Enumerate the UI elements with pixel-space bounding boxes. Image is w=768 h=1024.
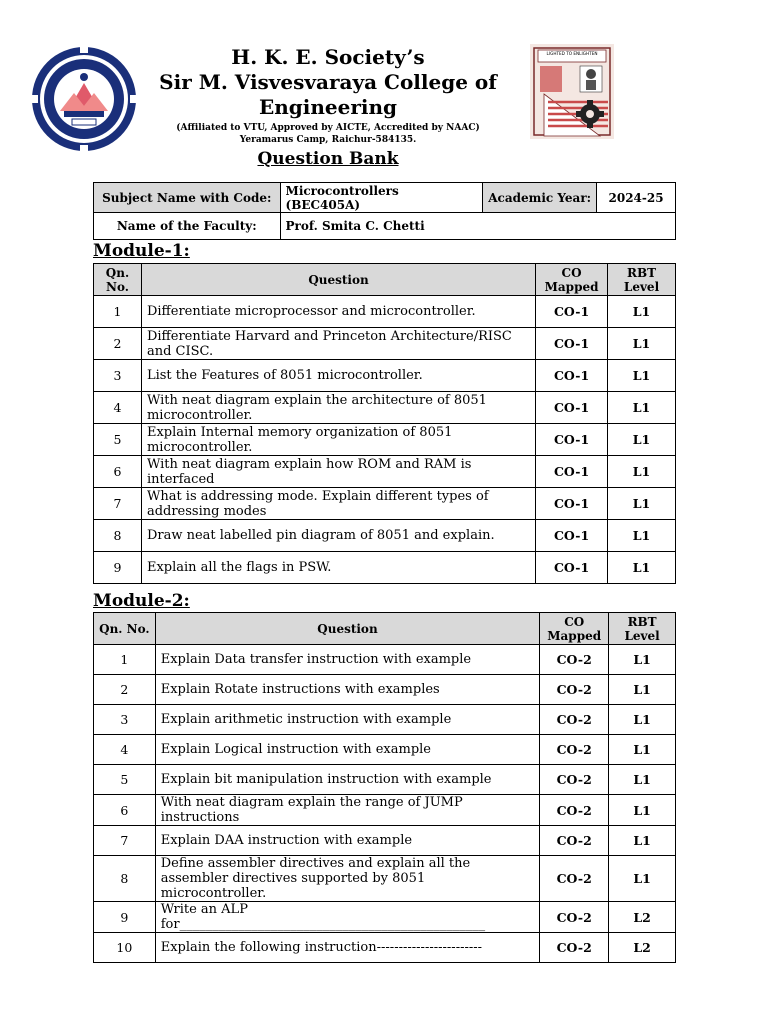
co-mapped: CO-1 <box>536 360 608 392</box>
question-text: Draw neat labelled pin diagram of 8051 and explain. <box>141 520 535 552</box>
rbt-level: L1 <box>608 520 676 552</box>
question-number: 3 <box>94 705 156 735</box>
question-text: Explain the following instruction------------------------ <box>155 933 540 963</box>
question-text: What is addressing mode. Explain different types of addressing modes <box>141 488 535 520</box>
document-title: Question Bank <box>257 149 399 169</box>
title-block <box>150 44 506 146</box>
question-row <box>94 328 676 360</box>
question-row <box>94 645 676 675</box>
rbt-level: L1 <box>609 826 676 856</box>
college-name-line1: Sir M. Visvesvaraya College of <box>159 70 497 94</box>
question-number: 8 <box>94 856 156 902</box>
question-number: 4 <box>94 392 142 424</box>
question-text: Define assembler directives and explain all the assembler directives supported by 8051 microcontroller. <box>155 856 540 902</box>
module-2-table <box>93 612 676 963</box>
faculty-label: Name of the Faculty: <box>94 213 281 240</box>
co-mapped: CO-2 <box>540 705 609 735</box>
college-emblem-logo <box>30 45 138 153</box>
faculty-value: Prof. Smita C. Chetti <box>280 213 675 240</box>
question-row <box>94 902 676 933</box>
question-text: Explain Logical instruction with example <box>155 735 540 765</box>
college-name-line2: Engineering <box>258 95 398 119</box>
question-number: 10 <box>94 933 156 963</box>
question-number: 5 <box>94 765 156 795</box>
header-co-mapped: CO Mapped <box>540 613 609 645</box>
question-row <box>94 424 676 456</box>
question-text: List the Features of 8051 microcontroller. <box>141 360 535 392</box>
subject-label: Subject Name with Code: <box>94 183 281 213</box>
co-mapped: CO-2 <box>540 645 609 675</box>
question-text: Explain Rotate instructions with examples <box>155 675 540 705</box>
society-name: H. K. E. Society’s <box>231 45 425 69</box>
rbt-level: L1 <box>608 456 676 488</box>
question-number: 4 <box>94 735 156 765</box>
question-text: With neat diagram explain how ROM and RAM is interfaced <box>141 456 535 488</box>
co-mapped: CO-2 <box>540 765 609 795</box>
header-rbt-level: RBT Level <box>609 613 676 645</box>
affiliation-text: (Affiliated to VTU, Approved by AICTE, Accredited by NAAC) <box>176 123 480 133</box>
question-number: 2 <box>94 675 156 705</box>
header-rbt-level: RBT Level <box>608 264 676 296</box>
subject-row <box>94 183 676 213</box>
academic-year-value: 2024-25 <box>597 183 676 213</box>
question-number: 6 <box>94 795 156 826</box>
question-text: Explain bit manipulation instruction with example <box>155 765 540 795</box>
co-mapped: CO-2 <box>540 933 609 963</box>
question-text: Differentiate microprocessor and microcontroller. <box>141 296 535 328</box>
question-row <box>94 735 676 765</box>
co-mapped: CO-2 <box>540 902 609 933</box>
header-qn-no: Qn. No. <box>94 264 142 296</box>
co-mapped: CO-2 <box>540 826 609 856</box>
question-number: 7 <box>94 488 142 520</box>
co-mapped: CO-1 <box>536 456 608 488</box>
question-text: Explain all the flags in PSW. <box>141 552 535 584</box>
question-row <box>94 488 676 520</box>
rbt-level: L1 <box>608 392 676 424</box>
co-mapped: CO-1 <box>536 552 608 584</box>
rbt-level: L1 <box>608 296 676 328</box>
co-mapped: CO-2 <box>540 675 609 705</box>
question-text: With neat diagram explain the range of JUMP instructions <box>155 795 540 826</box>
question-number: 2 <box>94 328 142 360</box>
co-mapped: CO-1 <box>536 488 608 520</box>
question-number: 3 <box>94 360 142 392</box>
header-question: Question <box>155 613 540 645</box>
co-mapped: CO-2 <box>540 735 609 765</box>
question-number: 9 <box>94 902 156 933</box>
rbt-level: L1 <box>609 645 676 675</box>
co-mapped: CO-1 <box>536 296 608 328</box>
question-row <box>94 795 676 826</box>
rbt-level: L1 <box>609 675 676 705</box>
subject-value: Microcontrollers (BEC405A) <box>280 183 483 213</box>
co-mapped: CO-1 <box>536 424 608 456</box>
question-text: Explain Internal memory organization of 8051 microcontroller. <box>141 424 535 456</box>
question-text: Explain Data transfer instruction with example <box>155 645 540 675</box>
question-number: 1 <box>94 645 156 675</box>
subject-info-table <box>93 182 676 240</box>
question-row <box>94 520 676 552</box>
rbt-level: L1 <box>609 705 676 735</box>
question-text: Differentiate Harvard and Princeton Architecture/RISC and CISC. <box>141 328 535 360</box>
rbt-level: L1 <box>608 424 676 456</box>
question-text: With neat diagram explain the architecture of 8051 microcontroller. <box>141 392 535 424</box>
co-mapped: CO-1 <box>536 392 608 424</box>
institute-crest-logo <box>530 44 614 139</box>
svg-text:LIGHTED TO ENLIGHTEN: LIGHTED TO ENLIGHTEN <box>546 51 598 56</box>
question-number: 5 <box>94 424 142 456</box>
question-row <box>94 296 676 328</box>
question-text: Write an ALP for_______________________________________________ <box>155 902 540 933</box>
question-row <box>94 392 676 424</box>
academic-year-label: Academic Year: <box>483 183 597 213</box>
question-row <box>94 705 676 735</box>
co-mapped: CO-1 <box>536 328 608 360</box>
rbt-level: L1 <box>608 488 676 520</box>
rbt-level: L1 <box>609 765 676 795</box>
question-row <box>94 552 676 584</box>
rbt-level: L1 <box>609 735 676 765</box>
rbt-level: L1 <box>609 856 676 902</box>
header-question: Question <box>141 264 535 296</box>
rbt-level: L1 <box>608 328 676 360</box>
rbt-level: L1 <box>609 795 676 826</box>
question-number: 7 <box>94 826 156 856</box>
question-number: 1 <box>94 296 142 328</box>
question-row <box>94 826 676 856</box>
module-1-title: Module-1: <box>93 241 190 261</box>
address-text: Yeramarus Camp, Raichur-584135. <box>239 135 417 145</box>
co-mapped: CO-2 <box>540 856 609 902</box>
module-1-table <box>93 263 676 584</box>
question-number: 9 <box>94 552 142 584</box>
rbt-level: L1 <box>608 552 676 584</box>
header-co-mapped: CO Mapped <box>536 264 608 296</box>
faculty-row <box>94 213 676 240</box>
module-2-title: Module-2: <box>93 591 190 611</box>
module-1-header-row <box>94 264 676 296</box>
co-mapped: CO-2 <box>540 795 609 826</box>
rbt-level: L1 <box>608 360 676 392</box>
question-row <box>94 456 676 488</box>
rbt-level: L2 <box>609 933 676 963</box>
question-row <box>94 856 676 902</box>
question-number: 6 <box>94 456 142 488</box>
question-text: Explain DAA instruction with example <box>155 826 540 856</box>
question-row <box>94 675 676 705</box>
question-row <box>94 765 676 795</box>
rbt-level: L2 <box>609 902 676 933</box>
module-2-header-row <box>94 613 676 645</box>
question-row <box>94 360 676 392</box>
question-number: 8 <box>94 520 142 552</box>
question-row <box>94 933 676 963</box>
header-qn-no: Qn. No. <box>94 613 156 645</box>
co-mapped: CO-1 <box>536 520 608 552</box>
question-text: Explain arithmetic instruction with example <box>155 705 540 735</box>
